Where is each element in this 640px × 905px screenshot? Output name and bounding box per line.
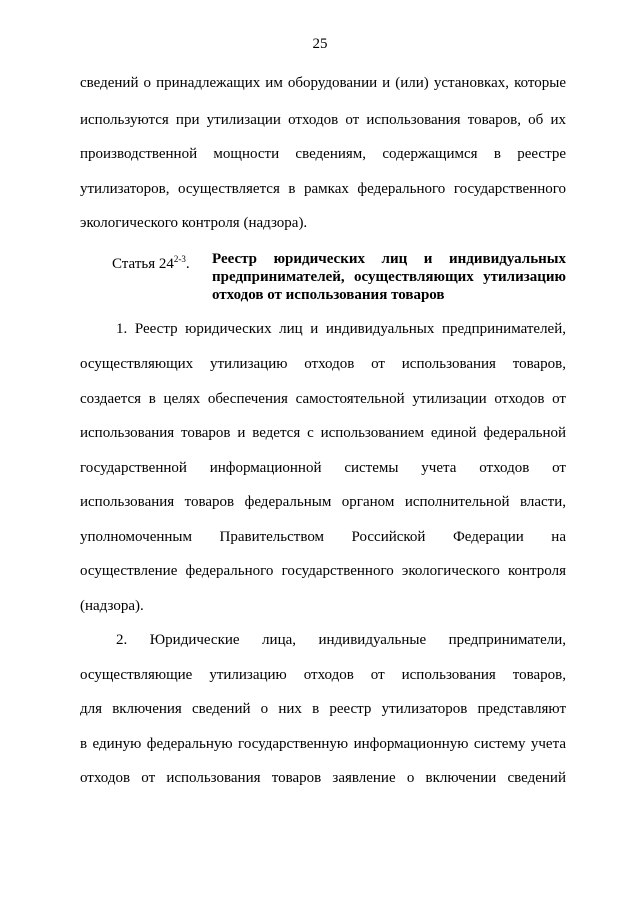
- text-line: 1. Реестр юридических лиц и индивидуальных предпринимателей,: [116, 321, 566, 337]
- article-title-line: предпринимателей, осуществляющих утилизацию: [212, 269, 566, 285]
- text-line: 2. Юридические лица, индивидуальные предприниматели,: [116, 632, 566, 648]
- text-line: создается в целях обеспечения самостоятельной утилизации отходов от: [80, 391, 566, 407]
- article-label: [112, 250, 190, 273]
- text-line: осуществление федерального государственного экологического контроля: [80, 563, 566, 579]
- text-line: осуществляющие утилизацию отходов от использования товаров,: [80, 667, 566, 683]
- text-line: государственной информационной системы учета отходов от: [80, 460, 566, 476]
- text-line: используются при утилизации отходов от использования товаров, об их: [80, 112, 566, 128]
- article-label-suffix: .: [185, 256, 190, 272]
- article-label-superscript: 2-3: [173, 254, 186, 264]
- article-title-line: Реестр юридических лиц и индивидуальных: [212, 251, 566, 267]
- text-line: в единую федеральную государственную информационную систему учета: [80, 736, 566, 752]
- text-line: использования товаров федеральным органом исполнительной власти,: [80, 494, 566, 510]
- article-title-line: отходов от использования товаров: [212, 287, 445, 303]
- text-line: экологического контроля (надзора).: [80, 215, 308, 231]
- text-line: использования товаров и ведется с использованием единой федеральной: [80, 425, 566, 441]
- text-line: сведений о принадлежащих им оборудовании и (или) установках, которые: [80, 75, 566, 91]
- text-line: для включения сведений о них в реестр утилизаторов представляют: [80, 701, 566, 717]
- text-line: отходов от использования товаров заявление о включении сведений: [80, 770, 566, 786]
- text-line: (надзора).: [80, 598, 144, 614]
- text-line: утилизаторов, осуществляется в рамках федерального государственного: [80, 181, 566, 197]
- article-label-prefix: Статья 24: [112, 256, 174, 272]
- text-line: производственной мощности сведениям, содержащимся в реестре: [80, 146, 566, 162]
- page-number: 25: [312, 36, 328, 52]
- text-line: осуществляющих утилизацию отходов от использования товаров,: [80, 356, 566, 372]
- text-line: уполномоченным Правительством Российской Федерации на: [80, 529, 566, 545]
